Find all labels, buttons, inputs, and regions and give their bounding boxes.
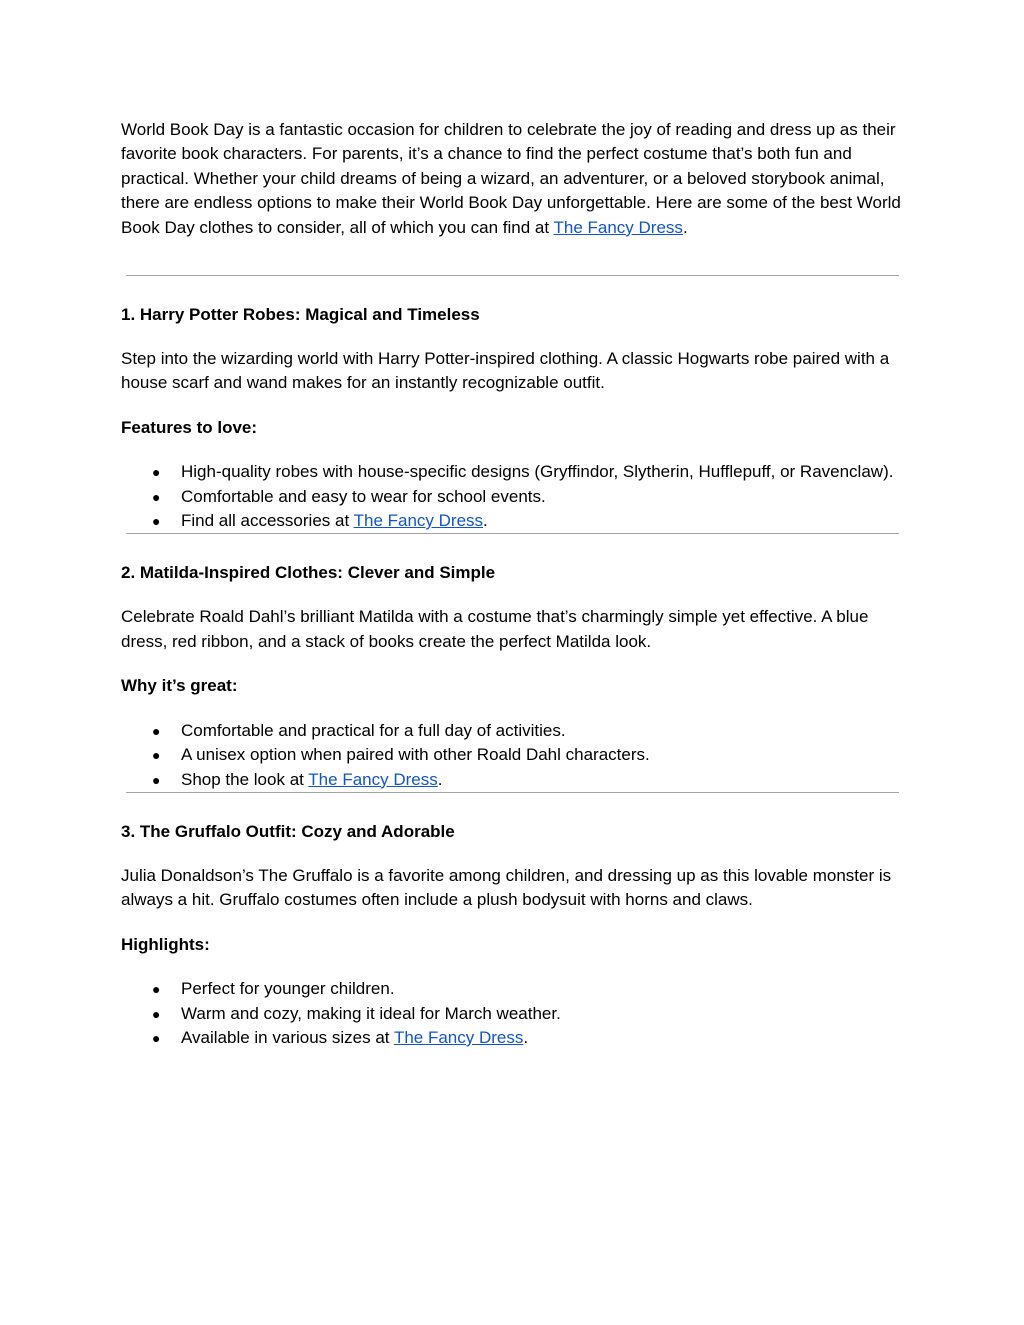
fancy-dress-link[interactable]: The Fancy Dress [393,1027,524,1047]
bullet-icon: ● [152,722,161,739]
list-item-suffix: . [437,769,443,789]
section-divider [126,275,899,276]
list-item [121,768,906,792]
document-page [121,118,906,1050]
list-item-text: Warm and cozy, making it ideal for March weather. [181,1003,561,1023]
list-item-text: Comfortable and easy to wear for school events. [181,486,546,506]
list-item [121,1026,906,1050]
list-item [121,719,906,743]
list-item [121,509,906,533]
fancy-dress-link[interactable]: The Fancy Dress [353,511,484,531]
list-item [121,1002,906,1026]
bullet-icon: ● [152,488,161,505]
intro-fancy-dress-link[interactable]: The Fancy Dress [553,217,683,237]
section-body-gruffalo: Julia Donaldson’s The Gruffalo is a favorite among children, and dressing up as this lovable monster is always a hit. Gruffalo costumes often include a plush bodysuit with horns and claws. [121,865,892,910]
bullet-icon: ● [152,513,161,530]
bullet-icon: ● [152,747,161,764]
intro-paragraph [121,118,906,240]
list-item-text: Find all accessories at [181,511,354,531]
intro-text: World Book Day is a fantastic occasion for children to celebrate the joy of reading and dress up as their favorite book characters. For parents, it’s a chance to find the perfect costume that’s both fun and practical. Whether your child dreams of being a wizard, an adventurer, or a beloved storybook animal, there are endless options to make their World Book Day unforgettable. Here are some of the best World Book Day clothes to consider, all of which you can find at [121,120,901,237]
list-item-suffix: . [483,511,488,531]
list-item-text: Perfect for younger children. [181,979,395,999]
list-item [121,485,906,509]
section-body-matilda: Celebrate Roald Dahl’s brilliant Matilda with a costume that’s charmingly simple yet effective. A blue dress, red ribbon, and a stack of books create the perfect Matilda look. [121,607,869,651]
bullet-list-harry-potter [121,460,906,533]
section-body-harry-potter: Step into the wizarding world with Harry Potter-inspired clothing. A classic Hogwarts robe paired with a house scarf and wand makes for an instantly recognizable outfit. [121,349,890,393]
sub-heading-highlights: Highlights: [121,934,210,954]
list-item [121,460,906,484]
list-item-text: A unisex option when paired with other Roald Dahl characters. [181,745,650,765]
list-item-text: Shop the look at [181,769,309,789]
bullet-icon: ● [152,1005,161,1022]
bullet-icon: ● [152,981,161,998]
intro-suffix: . [682,217,688,237]
bullet-icon: ● [152,771,161,788]
section-heading-matilda: 2. Matilda-Inspired Clothes: Clever and Simple [121,563,496,583]
list-item-suffix: . [523,1027,529,1047]
fancy-dress-link[interactable]: The Fancy Dress [308,769,438,789]
list-item [121,743,906,767]
sub-heading-features: Features to love: [121,417,258,437]
list-item-text: Comfortable and practical for a full day of activities. [181,720,566,740]
section-divider [126,533,899,534]
bullet-icon: ● [152,464,161,481]
bullet-icon: ● [152,1029,161,1046]
section-divider [126,792,899,793]
list-item-text: High-quality robes with house-specific designs (Gryffindor, Slytherin, Hufflepuff, or Ravenclaw). [181,462,894,482]
list-item-text: Available in various sizes at [181,1027,394,1047]
sub-heading-why-great: Why it’s great: [121,676,238,696]
list-item [121,977,906,1001]
section-heading-gruffalo: 3. The Gruffalo Outfit: Cozy and Adorable [121,821,455,841]
section-heading-harry-potter: 1. Harry Potter Robes: Magical and Timeless [121,305,480,325]
bullet-list-gruffalo [121,977,906,1050]
bullet-list-matilda [121,719,906,792]
